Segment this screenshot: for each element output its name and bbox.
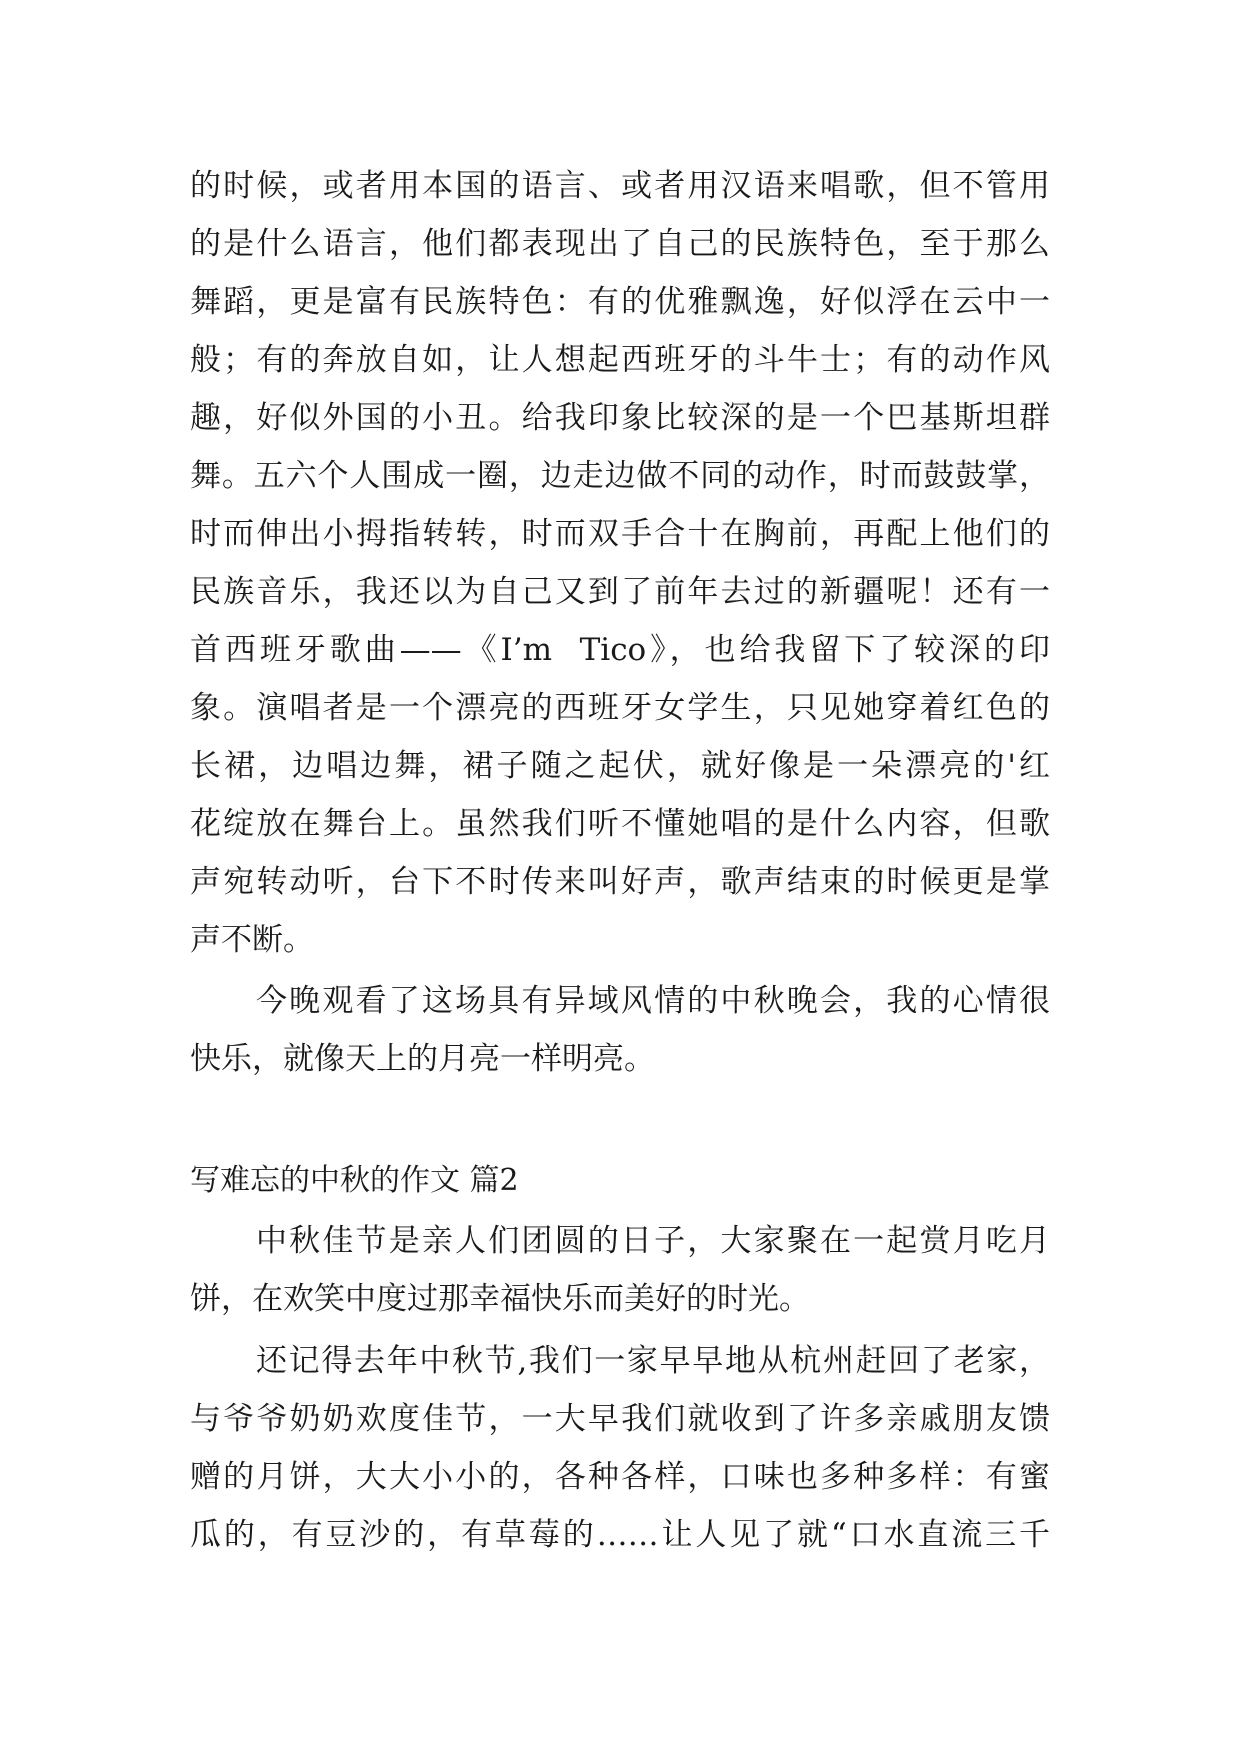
paragraph-line: 的时候，或者用本国的语言、或者用汉语来唱歌，但不管用 bbox=[190, 168, 1050, 204]
paragraph-line: 瓜的，有豆沙的，有草莓的……让人见了就“口水直流三千 bbox=[190, 1517, 1050, 1553]
paragraph-line: 中秋佳节是亲人们团圆的日子，大家聚在一起赏月吃月 bbox=[256, 1223, 1050, 1259]
paragraph-line: 象。演唱者是一个漂亮的西班牙女学生，只见她穿着红色的 bbox=[190, 690, 1050, 726]
paragraph-line: 舞蹈，更是富有民族特色：有的优雅飘逸，好似浮在云中一 bbox=[190, 284, 1050, 320]
paragraph-line: 首西班牙歌曲——《I’m Tico》，也给我留下了较深的印 bbox=[190, 632, 1050, 668]
paragraph-line: 民族音乐，我还以为自己又到了前年去过的新疆呢！还有一 bbox=[190, 574, 1050, 610]
paragraph-line: 饼，在欢笑中度过那幸福快乐而美好的时光。 bbox=[190, 1281, 810, 1317]
paragraph-line: 快乐，就像天上的月亮一样明亮。 bbox=[190, 1041, 655, 1077]
paragraph-line: 还记得去年中秋节,我们一家早早地从杭州赶回了老家， bbox=[256, 1343, 1050, 1379]
paragraph-line: 赠的月饼，大大小小的，各种各样，口味也多种多样：有蜜 bbox=[190, 1459, 1050, 1495]
paragraph-line: 长裙，边唱边舞，裙子随之起伏，就好像是一朵漂亮的'红 bbox=[190, 748, 1050, 784]
paragraph-line: 今晚观看了这场具有异域风情的中秋晚会，我的心情很 bbox=[256, 983, 1050, 1019]
paragraph-line: 时而伸出小拇指转转，时而双手合十在胸前，再配上他们的 bbox=[190, 516, 1050, 552]
section-heading: 写难忘的中秋的作文 篇2 bbox=[190, 1163, 519, 1198]
paragraph-line: 趣，好似外国的小丑。给我印象比较深的是一个巴基斯坦群 bbox=[190, 400, 1050, 436]
paragraph-line: 与爷爷奶奶欢度佳节，一大早我们就收到了许多亲戚朋友馈 bbox=[190, 1401, 1050, 1437]
paragraph-line: 花绽放在舞台上。虽然我们听不懂她唱的是什么内容，但歌 bbox=[190, 806, 1050, 842]
paragraph-line: 的是什么语言，他们都表现出了自己的民族特色，至于那么 bbox=[190, 226, 1050, 262]
paragraph-line: 声不断。 bbox=[190, 922, 314, 958]
paragraph-line: 般；有的奔放自如，让人想起西班牙的斗牛士；有的动作风 bbox=[190, 342, 1050, 378]
paragraph-line: 舞。五六个人围成一圈，边走边做不同的动作，时而鼓鼓掌， bbox=[190, 458, 1050, 494]
paragraph-line: 声宛转动听，台下不时传来叫好声，歌声结束的时候更是掌 bbox=[190, 864, 1050, 900]
